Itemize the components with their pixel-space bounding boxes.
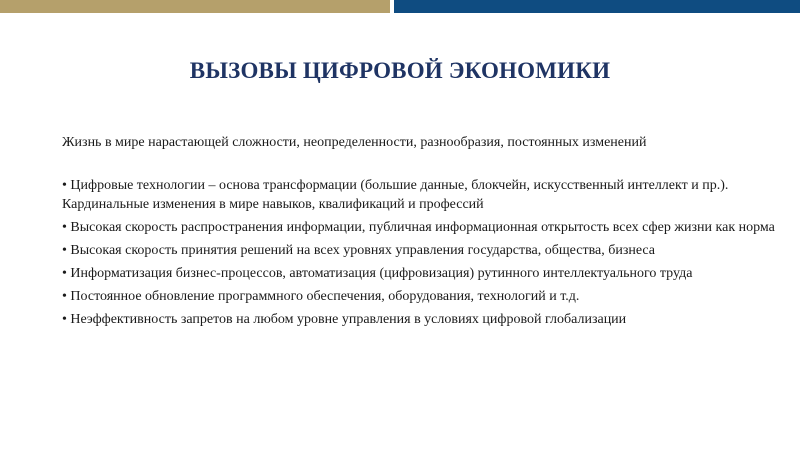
bullet-text: Цифровые технологии – основа трансформации (большие данные, блокчейн, искусственный интеллект и пр.). Кардинальные изменения в мире навыков, квалификаций и профессий [62,178,729,212]
bullet-text: Постоянное обновление программного обеспечения, оборудования, технологий и т.д. [70,289,580,304]
top-bar-blue-segment [394,0,800,13]
intro-text: Жизнь в мире нарастающей сложности, неопределенности, разнообразия, постоянных изменений [62,135,647,150]
bullet-marker: • [62,178,67,193]
bullet-list [62,176,784,333]
slide-title: ВЫЗОВЫ ЦИФРОВОЙ ЭКОНОМИКИ [189,58,611,83]
bullet-marker: • [62,243,67,258]
bullet-text: Высокая скорость принятия решений на всех уровнях управления государства, общества, бизнеса [70,243,656,258]
bullet-marker: • [62,312,67,327]
bullet-item [62,264,784,283]
bullet-marker: • [62,220,67,235]
bullet-marker: • [62,266,67,281]
bullet-item [62,287,784,306]
bullet-item [62,310,784,329]
bullet-text: Высокая скорость распространения информации, публичная информационная открытость всех сфер жизни как норма [70,220,775,235]
bullet-item [62,241,784,260]
bullet-item [62,176,784,214]
bullet-text: Информатизация бизнес-процессов, автоматизация (цифровизация) рутинного интеллектуального труда [70,266,693,281]
bullet-marker: • [62,289,67,304]
bullet-item [62,218,784,237]
bullet-text: Неэффективность запретов на любом уровне управления в условиях цифровой глобализации [70,312,627,327]
top-accent-bar [0,0,800,13]
top-bar-gold-segment [0,0,390,13]
